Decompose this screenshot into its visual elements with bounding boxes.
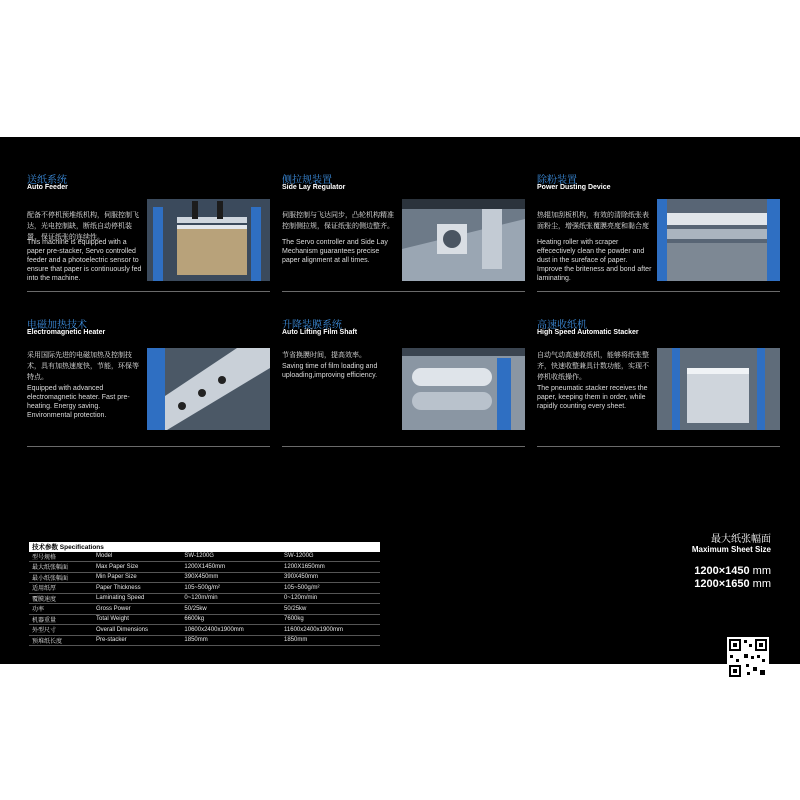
- feature-auto-lifting-film-shaft: [282, 316, 525, 441]
- spec-row: [29, 562, 380, 573]
- side-lay-photo: [402, 199, 525, 281]
- feature-power-dusting-device: [537, 171, 780, 296]
- feature-desc-cn: 配备不停机预堆纸机构，伺服控制飞达，光电控制缺，断纸自动停机装置，保证纸张的连续性。: [27, 212, 139, 241]
- heater-photo: [147, 348, 270, 430]
- qr-code: [727, 637, 769, 679]
- spec-value-model-2: 0~120m/min: [281, 593, 380, 604]
- feature-title-cn: 侧拉规装置: [282, 175, 332, 186]
- spec-value-model-2: 390X450mm: [281, 572, 380, 583]
- feature-desc-cn: 自动气动高速收纸机，能够将纸张整齐，快速收整兼具计数功能，实现不停机收纸操作。: [537, 352, 649, 381]
- feature-title-cn: 高速收纸机: [537, 320, 587, 331]
- feature-auto-feeder: [27, 171, 270, 296]
- feature-electromagnetic-heater: [27, 316, 270, 441]
- stacker-photo: [657, 348, 780, 430]
- spec-value-model-2: 1200X1650mm: [281, 562, 380, 573]
- spec-value-model-1: 10600x2400x1900mm: [181, 625, 281, 636]
- spec-label-cn: 功率: [29, 604, 93, 615]
- spec-label-cn: 适用纸厚: [29, 583, 93, 594]
- spec-label-en: Total Weight: [93, 614, 181, 625]
- feature-divider: [282, 291, 525, 292]
- spec-value-model-1: 1200X1450mm: [181, 562, 281, 573]
- feature-desc-en: This machine is equipped with a paper pre-stacker, Servo controlled feeder and a photoelectric sensor to ensure that paper is continuously fed into the machine.: [27, 239, 142, 282]
- feature-desc-en: Equipped with advanced electromagnetic heater. Fast pre-heating. Energy saving. Environmental protection.: [27, 385, 130, 419]
- feature-title-en: Electromagnetic Heater: [27, 329, 106, 336]
- spec-value-model-1: 6600kg: [181, 614, 281, 625]
- feature-title-cn: 升降装膜系统: [282, 320, 342, 331]
- spec-value-model-1: 390X450mm: [181, 572, 281, 583]
- feature-title-en: Auto Feeder: [27, 184, 68, 191]
- spec-row: [29, 583, 380, 594]
- dusting-device-photo: [657, 199, 780, 281]
- spec-value-model-2: 1850mm: [281, 635, 380, 646]
- spec-value-model-2: 11600x2400x1900mm: [281, 625, 380, 636]
- feature-title-cn: 除粉装置: [537, 175, 577, 186]
- feature-divider: [537, 291, 780, 292]
- spec-label-en: Pre-stacker: [93, 635, 181, 646]
- feature-desc-cn: 采用国际先进的电磁加热及控制技术，具有加热速度快，节能，环保等特点。: [27, 352, 139, 381]
- size-value: 1200×1650: [694, 578, 750, 590]
- spec-label-en: Model: [93, 552, 181, 562]
- spec-label-en: Min Paper Size: [93, 572, 181, 583]
- feature-high-speed-stacker: [537, 316, 780, 441]
- feature-title-en: High Speed Automatic Stacker: [537, 329, 639, 336]
- specifications-title: 技术参数 Specifications: [29, 542, 380, 552]
- spec-value-model-1: SW-1200G: [181, 552, 281, 562]
- spec-value-model-2: 50/25kw: [281, 604, 380, 615]
- spec-label-cn: 型号规格: [29, 552, 93, 562]
- spec-label-cn: 覆膜速度: [29, 593, 93, 604]
- film-shaft-photo: [402, 348, 525, 430]
- spec-row: [29, 604, 380, 615]
- spec-value-model-1: 1850mm: [181, 635, 281, 646]
- spec-row: [29, 552, 380, 562]
- spec-row: [29, 635, 380, 646]
- feature-divider: [27, 446, 270, 447]
- max-sheet-title-cn: 最大纸张幅面: [711, 534, 771, 545]
- feeder-photo: [147, 199, 270, 281]
- spec-value-model-1: 0~120m/min: [181, 593, 281, 604]
- max-sheet-size-2: [694, 578, 771, 590]
- feature-title-cn: 电磁加热技术: [27, 320, 87, 331]
- feature-desc-en: The pneumatic stacker receives the paper, keeping them in order, while rapidly counting every sheet.: [537, 385, 648, 410]
- max-sheet-title-en: Maximum Sheet Size: [691, 545, 771, 554]
- feature-side-lay-regulator: [282, 171, 525, 296]
- specifications-header: [29, 542, 380, 552]
- spec-row: [29, 572, 380, 583]
- spec-value-model-1: 105~500g/m²: [181, 583, 281, 594]
- size-unit: mm: [752, 578, 771, 590]
- max-sheet-size-1: [694, 565, 771, 577]
- feature-desc-cn: 伺服控制与飞达同步，凸轮机构精准控制侧拉规，保证纸张的侧边整齐。: [282, 212, 394, 230]
- size-unit: mm: [752, 565, 771, 577]
- spec-value-model-1: 50/25kw: [181, 604, 281, 615]
- spec-label-en: Max Paper Size: [93, 562, 181, 573]
- feature-desc-en: Saving time of film loading and uploading,improving efficiency.: [282, 363, 378, 379]
- specifications-table: [29, 542, 380, 646]
- spec-value-model-2: SW-1200G: [281, 552, 380, 562]
- feature-desc-en: The Servo controller and Side Lay Mechanism guarantees precise paper alignment at all times.: [282, 239, 388, 264]
- feature-desc-en: Heating roller with scraper effecectively clean the powder and dust in the sureface of paper. Improve the briteness and bond after laminating.: [537, 239, 652, 282]
- spec-value-model-2: 105~500g/m²: [281, 583, 380, 594]
- spec-value-model-2: 7600kg: [281, 614, 380, 625]
- size-value: 1200×1450: [694, 565, 750, 577]
- spec-label-cn: 最大纸张幅面: [29, 562, 93, 573]
- spec-row: [29, 614, 380, 625]
- spec-row: [29, 593, 380, 604]
- spec-label-cn: 预堆纸长度: [29, 635, 93, 646]
- feature-title-en: Power Dusting Device: [537, 184, 611, 191]
- feature-divider: [282, 446, 525, 447]
- spec-label-en: Gross Power: [93, 604, 181, 615]
- feature-desc-cn: 热辊加刮板机构，有效的清除纸张表面粉尘，增强纸张覆膜亮度和黏合度: [537, 212, 649, 230]
- feature-divider: [27, 291, 270, 292]
- spec-label-en: Laminating Speed: [93, 593, 181, 604]
- spec-label-en: Paper Thickness: [93, 583, 181, 594]
- spec-label-cn: 最小纸张幅面: [29, 572, 93, 583]
- feature-desc-cn: 节省换膜时间，提高效率。: [282, 352, 366, 359]
- spec-row: [29, 625, 380, 636]
- spec-label-cn: 外型尺寸: [29, 625, 93, 636]
- spec-label-en: Overall Dimensions: [93, 625, 181, 636]
- feature-title-cn: 送纸系统: [27, 175, 67, 186]
- feature-divider: [537, 446, 780, 447]
- feature-title-en: Auto Lifting Film Shaft: [282, 329, 358, 336]
- feature-title-en: Side Lay Regulator: [282, 184, 346, 191]
- spec-label-cn: 机器重量: [29, 614, 93, 625]
